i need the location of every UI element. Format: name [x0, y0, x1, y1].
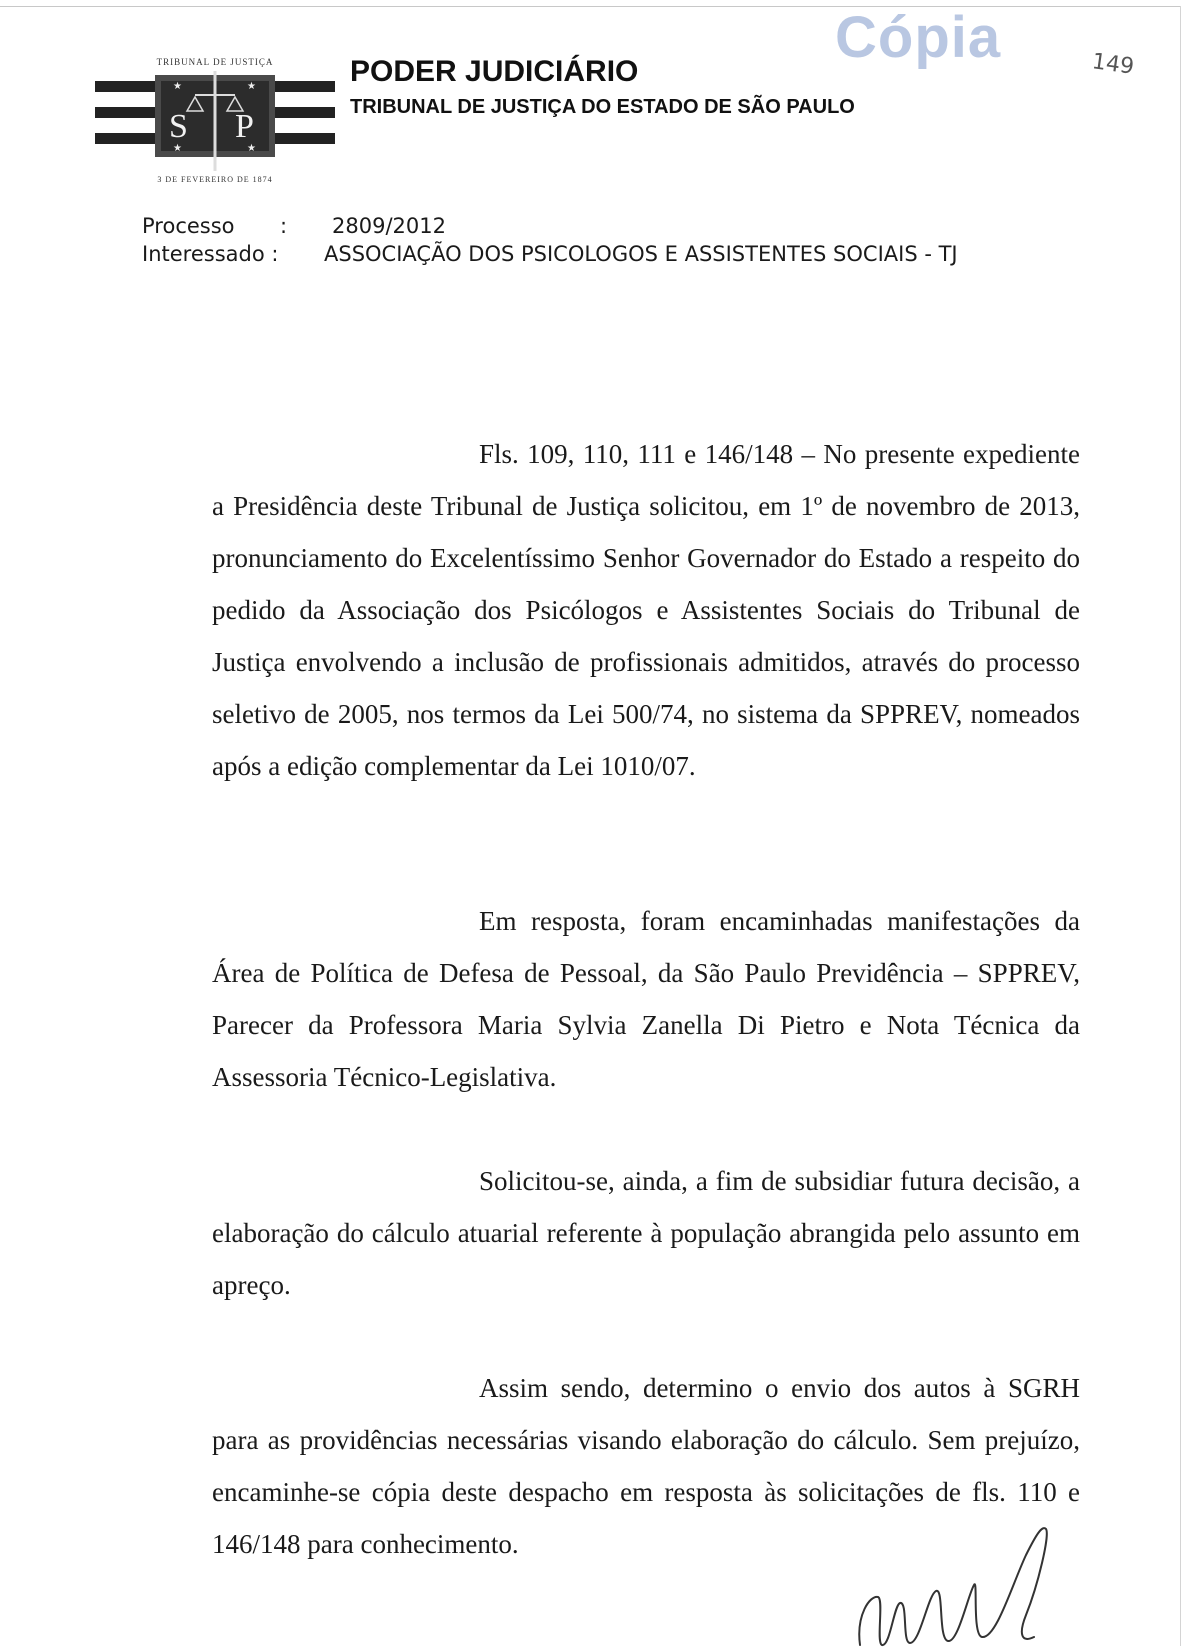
svg-text:★: ★ [173, 81, 182, 92]
scan-edge-right [1180, 6, 1181, 1646]
processo-value: 2809/2012 [332, 214, 446, 238]
processo-separator: : [280, 214, 288, 238]
court-seal [95, 57, 335, 185]
handwritten-page-number: 149 [1090, 49, 1136, 80]
seal-letter-right: P [235, 108, 254, 145]
body-paragraph-1: Fls. 109, 110, 111 e 146/148 – No presente expediente a Presidência deste Tribunal de Justiça solicitou, em 1º de novembro de 2013, pronunciamento do Excelentíssimo Senhor Governador do Estado a respeito do pedido da Associação dos Psicólogos e Assistentes Sociais do Tribunal de Justiça envolvendo a inclusão de profissionais admitidos, através do processo seletivo de 2005, nos termos da Lei 500/74, no sistema da SPPREV, nomeados após a edição complementar da Lei 1010/07. [212, 439, 1080, 781]
copy-stamp: Cópia [835, 5, 1002, 70]
body-paragraph-2: Em resposta, foram encaminhadas manifestações da Área de Política de Defesa de Pessoal, da São Paulo Previdência – SPPREV, Parecer da Professora Maria Sylvia Zanella Di Pietro e Nota Técnica da Assessoria Técnico-Legislativa. [212, 906, 1080, 1092]
handwritten-signature [850, 1525, 1080, 1650]
body-paragraph-4: Assim sendo, determino o envio dos autos à SGRH para as providências necessárias visando elaboração do cálculo. Sem prejuízo, encaminhe-se cópia deste despacho em resposta às solicitações de fls. 110 e 146/148 para conhecimento. [212, 1373, 1080, 1559]
page-subtitle: TRIBUNAL DE JUSTIÇA DO ESTADO DE SÃO PAULO [350, 96, 855, 118]
svg-text:★: ★ [247, 81, 256, 92]
seal-emblem [95, 71, 335, 175]
seal-letter-left: S [169, 108, 188, 145]
interessado-label: Interessado : [142, 242, 279, 266]
svg-text:★: ★ [173, 143, 182, 154]
body-paragraph-3: Solicitou-se, ainda, a fim de subsidiar futura decisão, a elaboração do cálculo atuarial referente à população abrangida pelo assunto em apreço. [212, 1166, 1080, 1300]
seal-top-text: TRIBUNAL DE JUSTIÇA [156, 57, 274, 67]
page-title: PODER JUDICIÁRIO [350, 55, 639, 88]
scan-edge-top [0, 6, 1180, 7]
seal-bottom-text: 3 DE FEVEREIRO DE 1874 [157, 175, 273, 184]
svg-text:★: ★ [247, 143, 256, 154]
processo-label: Processo [142, 214, 235, 238]
interessado-value: ASSOCIAÇÃO DOS PSICOLOGOS E ASSISTENTES SOCIAIS - TJ [324, 242, 958, 266]
